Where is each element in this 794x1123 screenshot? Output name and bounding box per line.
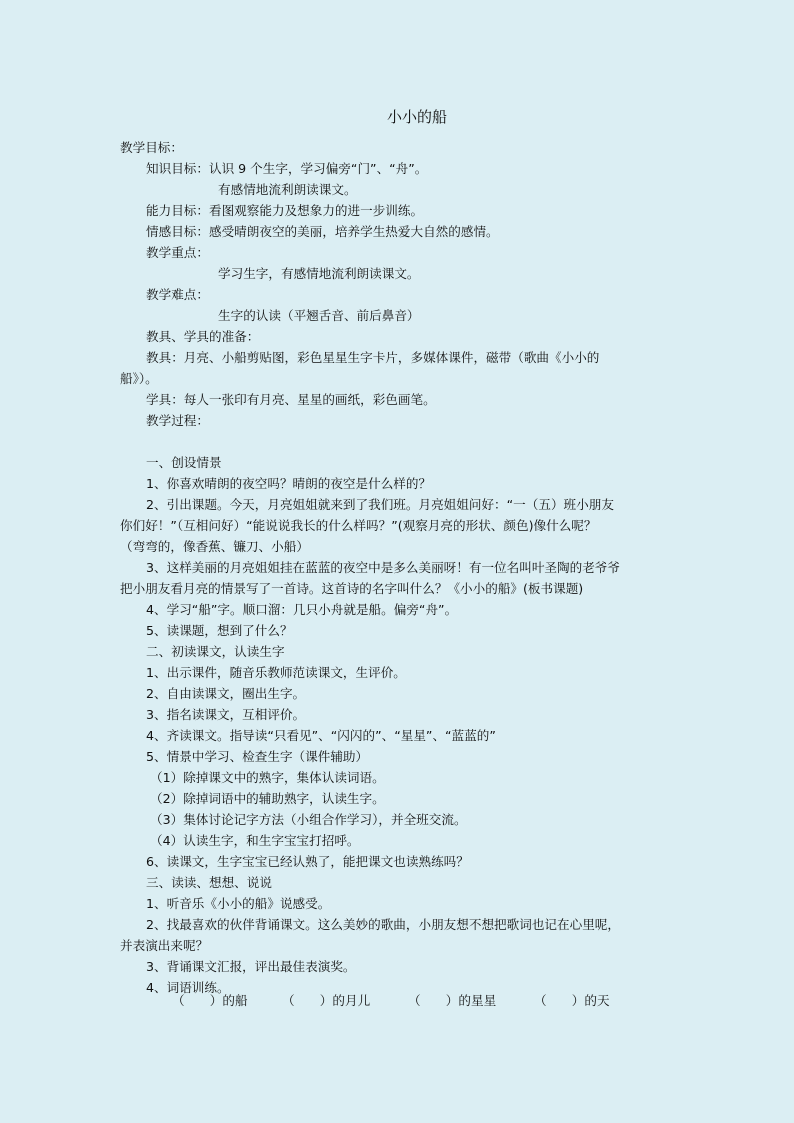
blank-moon: （ ）的月儿	[282, 993, 371, 1008]
text-line: 教学过程：	[146, 413, 209, 428]
text-line: 教学重点：	[146, 245, 209, 260]
text-line: 5、情景中学习、检查生字（课件辅助）	[146, 749, 369, 764]
text-line: 并表演出来呢？	[120, 938, 209, 953]
text-line: 1、你喜欢晴朗的夜空吗？晴朗的夜空是什么样的？	[146, 476, 432, 491]
text-line: 三、读读、想想、说说	[146, 875, 272, 890]
text-line: （4）认读生字，和生字宝宝打招呼。	[150, 833, 360, 848]
text-line: 教具：月亮、小船剪贴图，彩色星星生字卡片，多媒体课件，磁带（歌曲《小小的	[146, 350, 600, 365]
text-line: 二、初读课文，认读生字	[146, 644, 285, 659]
text-line: 教学难点：	[146, 287, 209, 302]
text-line: （弯弯的，像香蕉、镰刀、小船）	[120, 539, 309, 554]
text-line: 学习生字，有感情地流利朗读课文。	[218, 266, 420, 281]
text-line: 4、齐读课文。指导读“只看见”、“闪闪的”、“星星”、“蓝蓝的”	[146, 728, 496, 743]
text-line: 6、读课文，生字宝宝已经认熟了，能把课文也读熟练吗？	[146, 854, 469, 869]
text-line: 教具、学具的准备：	[146, 329, 260, 344]
blank-stars: （ ）的星星	[408, 993, 497, 1008]
text-line: （2）除掉词语中的辅助熟字，认读生字。	[150, 791, 385, 806]
text-line: 学具：每人一张印有月亮、星星的画纸，彩色画笔。	[146, 392, 436, 407]
text-line: 有感情地流利朗读课文。	[218, 182, 357, 197]
text-line: 能力目标：看图观察能力及想象力的进一步训练。	[146, 203, 424, 218]
text-line: 1、出示课件，随音乐教师范读课文，生评价。	[146, 665, 406, 680]
text-line: 教学目标：	[120, 140, 183, 155]
text-line: 3、指名读课文，互相评价。	[146, 707, 306, 722]
text-line: 你们好！”（互相问好）“能说说我长的什么样吗？”(观察月亮的形状、颜色)像什么呢？	[120, 518, 597, 533]
text-line: 把小朋友看月亮的情景写了一首诗。这首诗的名字叫什么？《小小的船》(板书课题)	[120, 581, 584, 596]
text-line: 3、背诵课文汇报，评出最佳表演奖。	[146, 959, 356, 974]
text-line: 船》）。	[120, 371, 158, 386]
text-line: 知识目标：认识 9 个生字，学习偏旁“门”、“舟”。	[146, 161, 428, 176]
text-line: 生字的认读（平翘舌音、前后鼻音）	[218, 308, 420, 323]
text-line: 情感目标：感受晴朗夜空的美丽，培养学生热爱大自然的感情。	[146, 224, 499, 239]
text-line: 5、读课题，想到了什么？	[146, 623, 293, 638]
text-line: 1、听音乐《小小的船》说感受。	[146, 896, 331, 911]
text-line: （1）除掉课文中的熟字，集体认读词语。	[150, 770, 385, 785]
text-line: （3）集体讨论记字方法（小组合作学习），并全班交流。	[150, 812, 467, 827]
text-line: 2、引出课题。今天，月亮姐姐就来到了我们班。月亮姐姐问好：“一（五）班小朋友	[146, 497, 614, 512]
document-title: 小小的船	[386, 108, 447, 126]
blank-boat: （ ）的船	[172, 993, 248, 1008]
text-line: 4、学习“船”字。顺口溜：几只小舟就是船。偏旁“舟”。	[146, 602, 458, 617]
text-line: 2、找最喜欢的伙伴背诵课文。这么美妙的歌曲，小朋友想不想把歌词也记在心里呢，	[146, 917, 620, 932]
text-line: 一、创设情景	[146, 455, 222, 470]
text-line: 3、这样美丽的月亮姐姐挂在蓝蓝的夜空中是多么美丽呀！有一位名叫叶圣陶的老爷爷	[146, 560, 620, 575]
text-line: 2、自由读课文，圈出生字。	[146, 686, 306, 701]
text-line: 4、词语训练。	[146, 980, 230, 995]
blank-sky: （ ）的天	[534, 993, 610, 1008]
